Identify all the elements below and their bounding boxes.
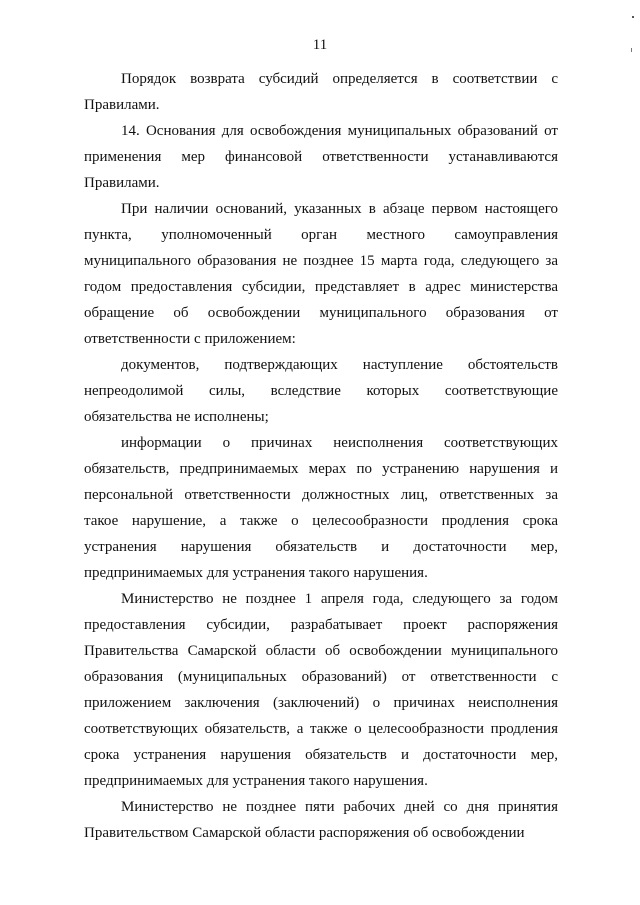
paragraph-information: информации о причинах неисполнения соответствующих обязательств, предпринимаемых мерах по устранению нарушения и персональной ответственности должностных лиц, ответственных за такое нарушение, а также о целесообразности продления срока устранения нарушения обязательств и достаточности мер, предпринимаемых для устранения такого нарушения. — [84, 435, 558, 581]
paragraph-ministry-draft: Министерство не позднее 1 апреля года, следующего за годом предоставления субсидии, разрабатывает проект распоряжения Правительства Самарской области об освобождении муниципального образования (муниципальных образований) от ответственности с приложением заключения (заключений) о причинах неисполнения соответствующих обязательств, а также о целесообразности продления срока устранения нарушения обязательств и достаточности мер, предпринимаемых для устранения такого нарушения. — [84, 591, 558, 789]
paragraph-subsidy-return: Порядок возврата субсидий определяется в соответствии с Правилами. — [84, 71, 558, 113]
paragraph-grounds-request: При наличии оснований, указанных в абзаце первом настоящего пункта, уполномоченный орган местного самоуправления муниципального образования не позднее 15 марта года, следующего за годом предоставления субсидии, представляет в адрес министерства обращение об освобождении муниципального образования от ответственности с приложением: — [84, 201, 558, 347]
paragraph-documents: документов, подтверждающих наступление обстоятельств непреодолимой силы, вследствие которых соответствующие обязательства не исполнены; — [84, 357, 558, 425]
document-body — [84, 66, 558, 846]
scan-speck — [632, 16, 634, 18]
paragraph-ministry-notice: Министерство не позднее пяти рабочих дней со дня принятия Правительством Самарской области распоряжения об освобождении — [84, 799, 558, 841]
page-number: 11 — [312, 37, 328, 53]
paragraph-item-14: 14. Основания для освобождения муниципальных образований от применения мер финансовой ответственности устанавливаются Правилами. — [84, 123, 558, 191]
